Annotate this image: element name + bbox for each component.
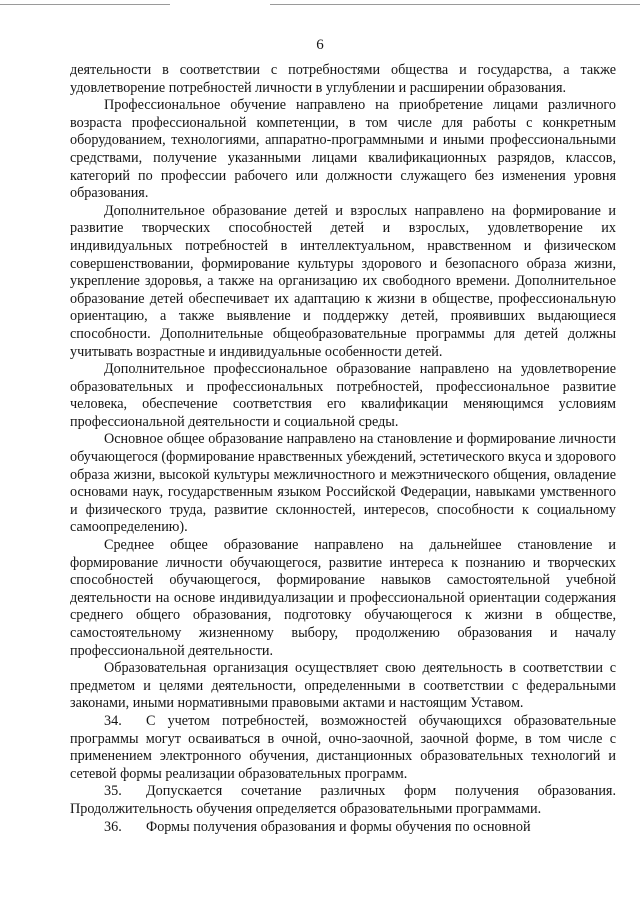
- numbered-item-34: [70, 713, 616, 783]
- item-text: С учетом потребностей, возможностей обучающихся образовательные программы могут осваиваться в очной, очно-заочной, заочной форме, в том числе с применением электронного обучения, дистанционных образовательных технологий и сетевой формы реализации образовательных программ.: [70, 712, 616, 782]
- document-body: [70, 62, 616, 836]
- page-number: 6: [316, 37, 324, 53]
- item-number: 35.: [104, 783, 122, 800]
- top-rule-right: [270, 4, 640, 5]
- numbered-item-36: [70, 819, 616, 837]
- numbered-item-35: [70, 783, 616, 818]
- paragraph-5: Основное общее образование направлено на становление и формирование личности обучающегося (формирование нравственных убеждений, эстетического вкуса и здорового образа жизни, высокой культуры межличностного и межэтнического общения, овладение основами наук, государственным языком Российской Федерации, навыками умственного и физического труда, развитие склонностей, интересов, способности к социальному самоопределению).: [70, 431, 616, 536]
- paragraph-6: Среднее общее образование направлено на дальнейшее становление и формирование личности обучающегося, развитие интереса к познанию и творческих способностей обучающегося, формирование навыков самостоятельной учебной деятельности на основе индивидуализации и профессиональной ориентации содержания среднего общего образования, подготовку обучающегося к жизни в обществе, самостоятельному жизненному выбору, продолжению образования и началу профессиональной деятельности.: [70, 537, 616, 659]
- paragraph-1: деятельности в соответствии с потребностями общества и государства, а также удовлетворение потребностей личности в углублении и расширении образования.: [70, 62, 616, 96]
- item-text: Формы получения образования и формы обучения по основной: [146, 818, 531, 835]
- item-text: Допускается сочетание различных форм получения образования. Продолжительность обучения определяется образовательными программами.: [70, 783, 616, 817]
- item-number: 36.: [104, 818, 122, 835]
- top-rule-left: [0, 4, 170, 5]
- paragraph-3: Дополнительное образование детей и взрослых направлено на формирование и развитие творческих способностей детей и взрослых, удовлетворение их индивидуальных потребностей в интеллектуальном, нравственном и физическом совершенствовании, формирование культуры здорового и безопасного образа жизни, укрепление здоровья, а также на организацию их свободного времени. Дополнительное образование детей обеспечивает их адаптацию к жизни в обществе, профессиональную ориентацию, а также выявление и поддержку детей, проявивших выдающиеся способности. Дополнительные общеобразовательные программы для детей должны учитывать возрастные и индивидуальные особенности детей.: [70, 202, 616, 360]
- paragraph-2: Профессиональное обучение направлено на приобретение лицами различного возраста профессиональной компетенции, в том числе для работы с конкретным оборудованием, технологиями, аппаратно-программными и иными профессиональными средствами, получение указанными лицами квалификационных разрядов, классов, категорий по профессии рабочего или должности служащего без изменения уровня образования.: [70, 97, 616, 202]
- paragraph-7: Образовательная организация осуществляет свою деятельность в соответствии с предметом и целями деятельности, определенными в соответствии с федеральными законами, иными нормативными правовыми актами и настоящим Уставом.: [70, 660, 616, 712]
- paragraph-4: Дополнительное профессиональное образование направлено на удовлетворение образовательных и профессиональных потребностей, профессиональное развитие человека, обеспечение соответствия его квалификации меняющимся условиям профессиональной деятельности и социальной среды.: [70, 361, 616, 430]
- item-number: 34.: [104, 712, 122, 729]
